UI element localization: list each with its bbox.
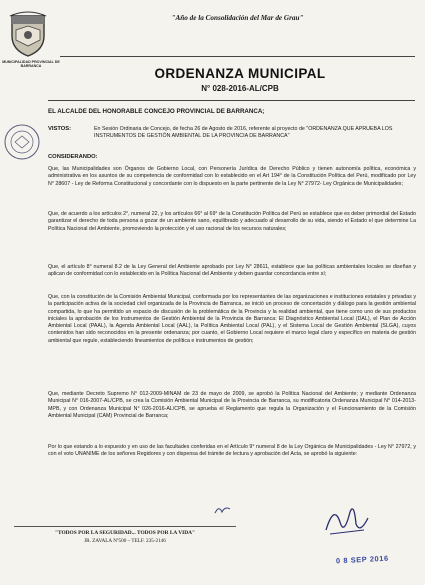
paragraph: Que, mediante Decreto Supremo N° 012-2009-MINAM de 23 de mayo de 2009, se aprobó la Política Nacional del Ambiente; y mediante Ordenanza Municipal N° 016-2007-AL/CPB, se crea la Comisión Ambiental Municipal de la Provincia de Barranca, su modificatoria Ordenanza Municipal N° 014-2013-MPB, y con Ordenanza Municipal N° 026-2016-AL/CPB, se aprueba el Reglamento que regula la Organización y el Funcionamiento de la Comisión Ambiental Municipal (CAM) Provincial de Barranca; [48, 391, 416, 419]
handwritten-signature [320, 500, 372, 540]
footer-motto: "TODOS POR LA SEGURIDAD... TODOS POR LA VIDA" [54, 530, 196, 536]
footer-address: JR. ZAVALA Nº500 – TELF. 235-2146 [84, 538, 166, 544]
mayor-line: EL ALCALDE DEL HONORABLE CONCEJO PROVINCIAL DE BARRANCA; [48, 108, 265, 115]
paragraph: Que, de acuerdo a los artículos 2°, numeral 22, y los artículos 66° al 69° de la Constitución Política del Perú se establece que es deber primordial del Estado garantizar el derecho de toda persona a gozar de un ambiente sano, equilibrado y adecuado al desarrollo de su vida, siendo el Estado el que determine La Política Nacional del Ambiente, promoviendo la protección y el uso racional de los recursos naturales; [48, 211, 416, 232]
paragraph: Que, el artículo 8° numeral 8.2 de la Ley General del Ambiente aprobado por Ley N° 28611, establece que las políticas ambientales locales se diseñan y aplican de conformidad con lo establecido en la Política Nacional del Ambiente y deben guardar concordancia entre sí; [48, 264, 416, 278]
logo-caption: MUNICIPALIDAD PROVINCIAL DE BARRANCA [2, 60, 60, 69]
vistos-text: En Sesión Ordinaria de Concejo, de fecha 26 de Agosto de 2016, referente al proyecto de "ORDENANZA QUE APRUEBA LOS INSTRUMENTOS DE GESTIÓN AMBIENTAL DE LA PROVINCIA DE BARRANCA" [94, 126, 393, 140]
considerando-label: CONSIDERANDO: [48, 154, 98, 160]
municipal-crest-icon [6, 10, 50, 58]
document-title: ORDENANZA MUNICIPAL [154, 66, 326, 81]
ordinance-number: N° 028-2016-AL/CPB [201, 84, 279, 93]
year-motto: "Año de la Consolidación del Mar de Grau" [171, 14, 304, 22]
footer-divider [14, 526, 236, 527]
title-divider [48, 100, 415, 101]
secretary-seal-icon [2, 122, 42, 162]
vistos-label: VISTOS: [48, 126, 72, 132]
date-stamp: 0 8 SEP 2016 [335, 553, 389, 566]
paragraph: Por lo que estando a lo expuesto y en uso de las facultades conferidas en el Artículo 9° numeral 8 de la Ley Orgánica de Municipalidades - Ley N° 27972, y con el voto UNANIME de los señores Regidores y con dispensa del trámite de lectura y aprobación del Acta, se aprobó la siguiente: [48, 444, 416, 458]
paragraph: Que, con la constitución de la Comisión Ambiental Municipal, conformada por los representantes de las organizaciones e instituciones estatales y privadas y la participación activa de la sociedad civil organizada de la Provincia de Barranca, se inició un proceso de concertación y diálogo para la gestión ambiental compartida, lo que ha permitido un espacio de discusión de la problemática de la Provincia y la realidad ambiental, que tiene como uno de sus productos iniciales la aprobación de los Instrumentos de Gestión Ambiental de la Provincia de Barranca: El Diagnóstico Ambiental Local (DAL), el Plan de Acción Ambiental Local (PAAL), la Agenda Ambiental Local (AAL), la Política Ambiental Local (PAL), y el Sistema Local de Gestión Ambiental (SLGA), cuyos contenidos han sido reconocidos en la presente ordenanza; por cuanto, el Gobierno Local requiere el marco legal claro y específico en materia de gestión ambiental que regule, estableciendo lineamientos de política e instrumentos de gestión; [48, 294, 416, 344]
paragraph: Que, las Municipalidades son Órganos de Gobierno Local, con Personería Jurídica de Derecho Público y tienen autonomía política, económica y administrativa en los asuntos de su competencia de conformidad con lo establecido en el Art 194° de la Constitución Política del Perú, modificado por Ley N° 28607 - Ley de Reforma Constitucional y concordante con lo dispuesto en la parte pertinente de la Ley N° 27972- Ley Orgánica de Municipalidades; [48, 166, 416, 187]
initials-mark [214, 504, 232, 516]
header-divider [60, 56, 415, 57]
